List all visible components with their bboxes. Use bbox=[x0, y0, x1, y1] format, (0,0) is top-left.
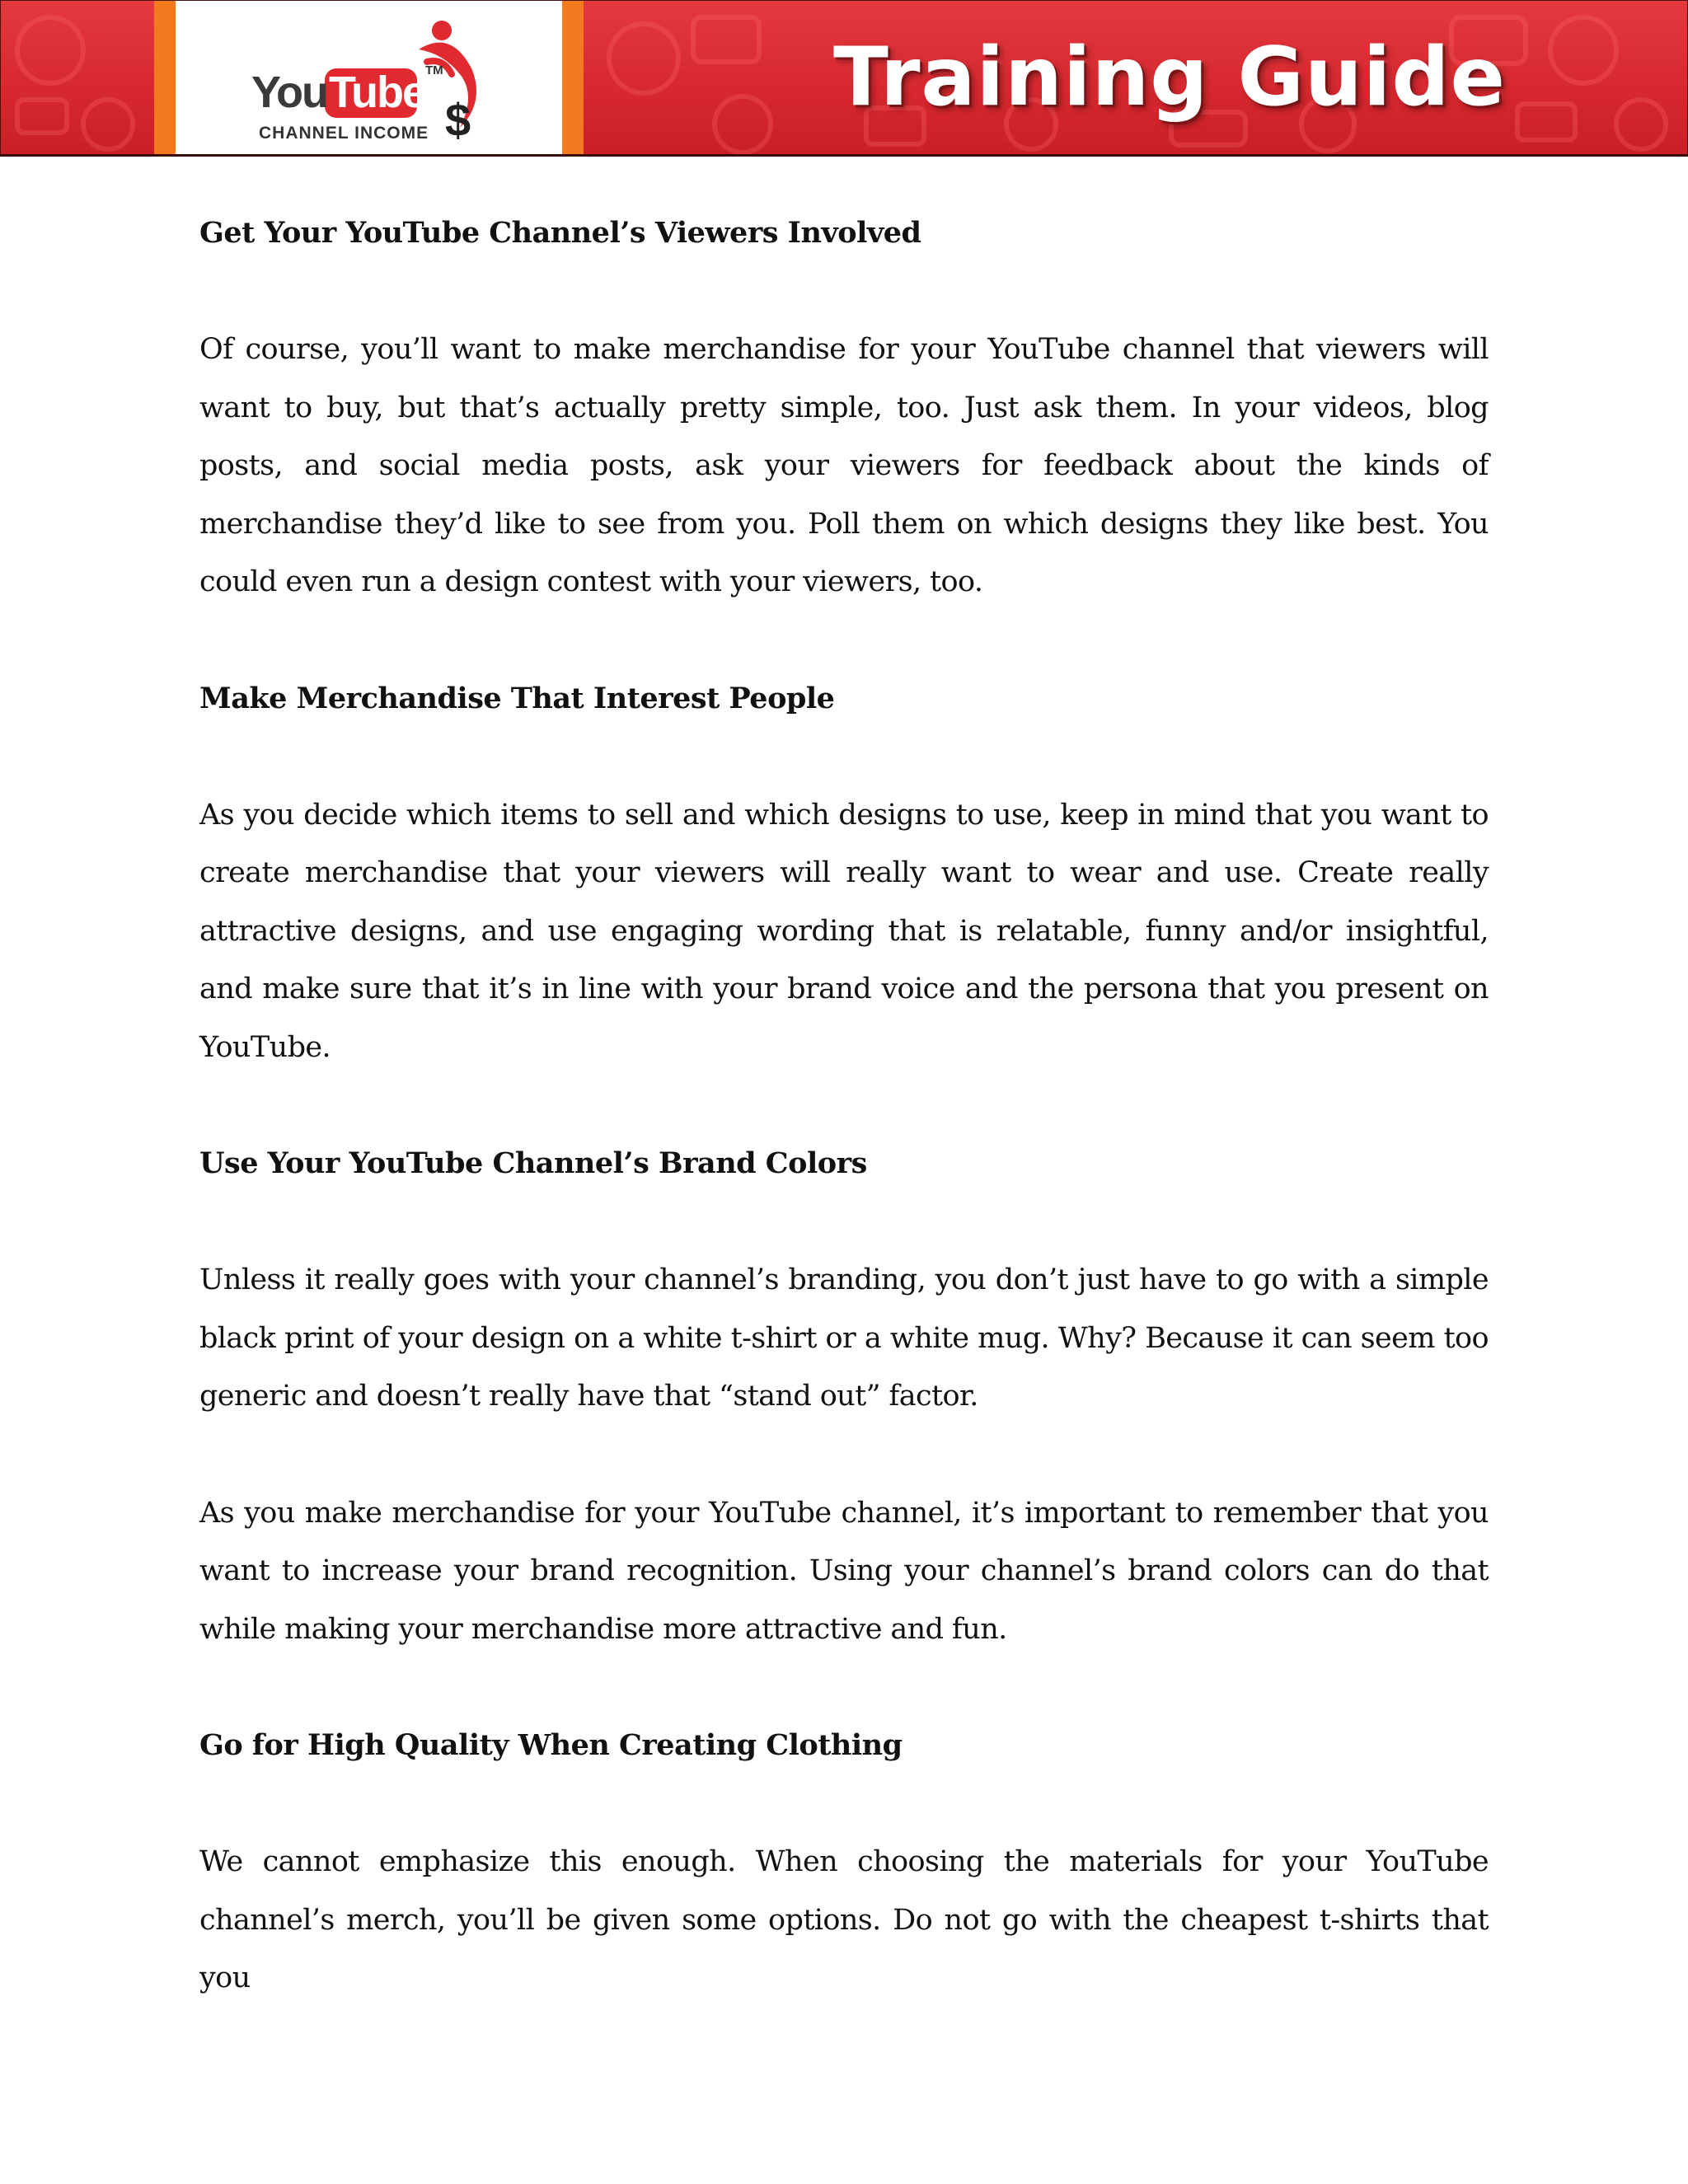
section-viewers-involved bbox=[199, 204, 1489, 612]
section-brand-colors bbox=[199, 1135, 1489, 1658]
section-high-quality-clothing bbox=[199, 1717, 1489, 2008]
section-heading: Go for High Quality When Creating Clothing bbox=[199, 1728, 903, 1762]
header-banner bbox=[0, 0, 1688, 157]
logo-word-tube: Tube bbox=[329, 68, 425, 117]
section-heading: Make Merchandise That Interest People bbox=[199, 681, 835, 715]
logo-trademark: TM bbox=[425, 63, 443, 77]
paragraph: Of course, you’ll want to make merchandise for your YouTube channel that viewers will want to buy, but that’s actually pretty simple, too. Just ask them. In your videos, blog posts, and social media posts, ask your viewers for feedback about the kinds of merchandise they’d like to see from you. Poll them on which designs they like best. You could even run a design contest with your viewers, too. bbox=[199, 333, 1489, 598]
paragraph: We cannot emphasize this enough. When choosing the materials for your YouTube channel’s merch, you’ll be given some options. Do not go with the cheapest t-shirts that you bbox=[199, 1845, 1489, 1994]
paragraph: As you make merchandise for your YouTube channel, it’s important to remember that you want to increase your brand recognition. Using your channel’s brand colors can do that while making your merchandise more attractive and fun. bbox=[199, 1496, 1489, 1646]
orange-stripe-right bbox=[562, 1, 584, 154]
logo-subtitle: CHANNEL INCOME bbox=[259, 124, 429, 143]
section-heading: Use Your YouTube Channel’s Brand Colors bbox=[199, 1146, 867, 1180]
paragraph: Unless it really goes with your channel’s branding, you don’t just have to go with a simple black print of your design on a white t-shirt or a white mug. Why? Because it can seem too generic and doesn’t really have that “stand out” factor. bbox=[199, 1263, 1489, 1413]
paragraph: As you decide which items to sell and which designs to use, keep in mind that you want to create merchandise that your viewers will really want to wear and use. Create really attractive designs, and use engaging wording that is relatable, funny and/or insightful, and make sure that it’s in line with your brand voice and the persona that you present on YouTube. bbox=[199, 798, 1489, 1064]
logo-word-you: You bbox=[251, 68, 327, 117]
section-heading: Get Your YouTube Channel’s Viewers Involved bbox=[199, 216, 921, 250]
section-interesting-merchandise bbox=[199, 670, 1489, 1077]
svg-text:$: $ bbox=[445, 94, 471, 144]
banner-title: Training Guide bbox=[833, 30, 1506, 124]
document-body bbox=[199, 204, 1489, 2066]
orange-stripe-left bbox=[154, 1, 176, 154]
youtube-channel-income-logo bbox=[176, 1, 562, 154]
